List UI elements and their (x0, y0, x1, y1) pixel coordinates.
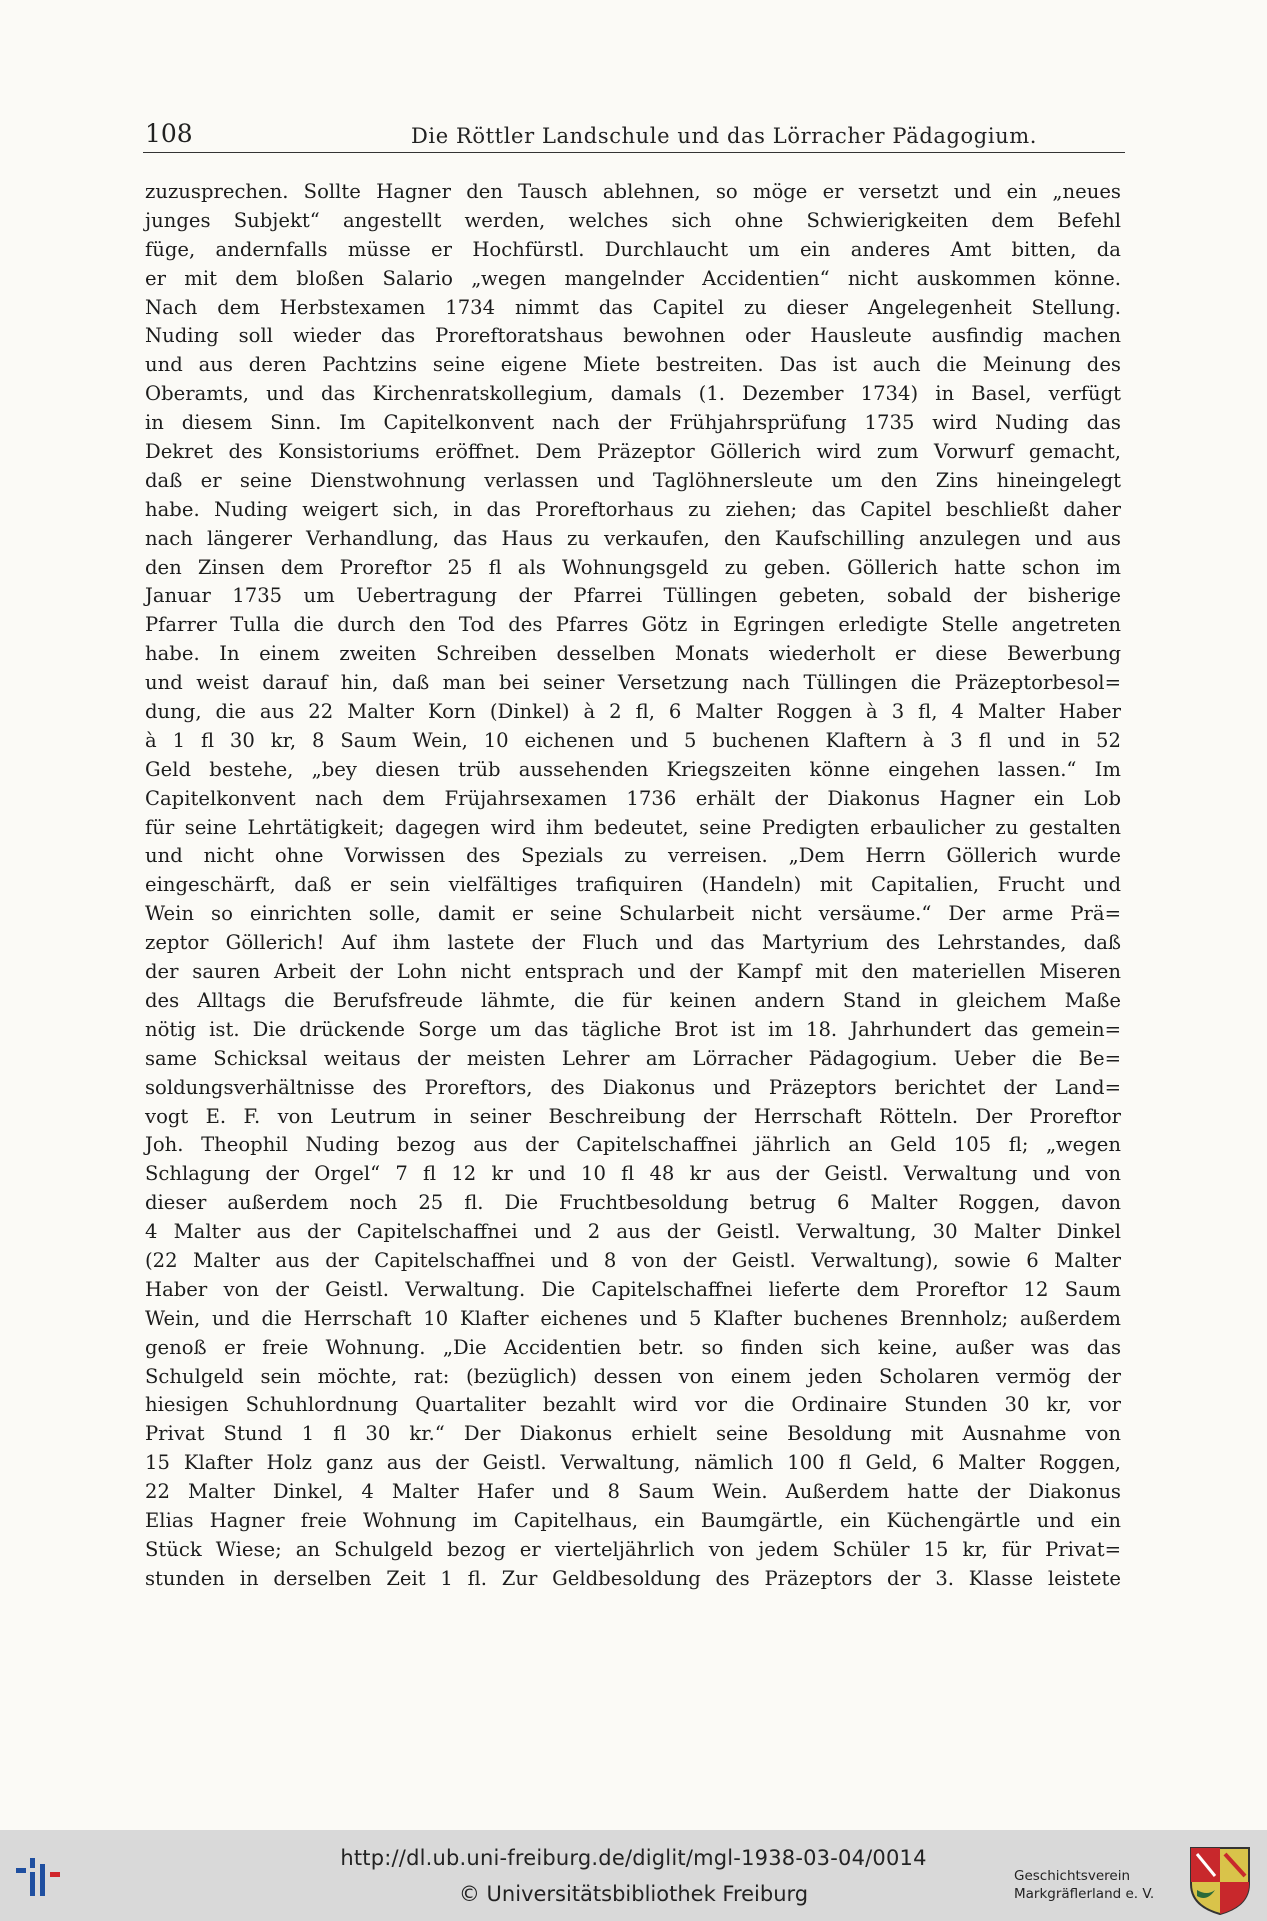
text-line: für seine Lehrtätigkeit; dagegen wird ihm bedeutet, seine Predigten erbaulicher zu gestalten (145, 815, 1121, 839)
text-line: stunden in derselben Zeit 1 fl. Zur Geldbesoldung des Präzeptors der 3. Klasse leistete (145, 1566, 1121, 1590)
text-line: Nuding soll wieder das Proreftoratshaus bewohnen oder Hausleute ausfindig machen (145, 324, 1121, 348)
text-line: den Zinsen dem Proreftor 25 fl als Wohnungsgeld zu geben. Göllerich hatte schon im (145, 555, 1121, 579)
text-line: junges Subjekt“ angestellt werden, welches sich ohne Schwierigkeiten dem Befehl (145, 208, 1121, 232)
text-line: genoß er freie Wohnung. „Die Accidentien betr. so finden sich keine, außer was das (145, 1335, 1121, 1359)
text-line: dieser außerdem noch 25 fl. Die Fruchtbesoldung betrug 6 Malter Roggen, davon (145, 1191, 1121, 1215)
text-line: Pfarrer Tulla die durch den Tod des Pfarres Götz in Egringen erledigte Stelle angetreten (145, 613, 1121, 637)
text-line: Januar 1735 um Uebertragung der Pfarrei Tüllingen gebeten, sobald der bisherige (145, 584, 1121, 608)
text-line: (22 Malter aus der Capitelschaffnei und 8 von der Geistl. Verwaltung), sowie 6 Malter (145, 1248, 1121, 1272)
text-line: Wein so einrichten solle, damit er seine Schularbeit nicht versäume.“ Der arme Prä= (145, 902, 1121, 926)
text-line: Nach dem Herbstexamen 1734 nimmt das Capitel zu dieser Angelegenheit Stellung. (145, 295, 1121, 319)
text-line: zuzusprechen. Sollte Hagner den Tausch ablehnen, so möge er versetzt und ein „neues (145, 180, 1121, 203)
footer-url[interactable]: http://dl.ub.uni-freiburg.de/diglit/mgl-1938-03-04/0014 (340, 1846, 927, 1870)
text-line: eingeschärft, daß er sein vielfältiges trafiquiren (Handeln) mit Capitalien, Frucht und (145, 873, 1121, 897)
footer-bar (0, 1830, 1267, 1921)
running-title: Die Röttler Landschule und das Lörracher Pädagogium. (410, 124, 1038, 148)
text-line: vogt E. F. von Leutrum in seiner Beschreibung der Herrschaft Rötteln. Der Proreftor (145, 1104, 1121, 1128)
society-name (1014, 1867, 1174, 1903)
text-line: zeptor Göllerich! Auf ihm lastete der Fluch und das Martyrium des Lehrstandes, daß (145, 931, 1121, 955)
text-line: 22 Malter Dinkel, 4 Malter Hafer und 8 Saum Wein. Außerdem hatte der Diakonus (145, 1480, 1121, 1504)
text-line: 15 Klafter Holz ganz aus der Geistl. Verwaltung, nämlich 100 fl Geld, 6 Malter Roggen, (145, 1451, 1121, 1475)
page-number: 108 (145, 119, 193, 148)
text-line: er mit dem bloßen Salario „wegen mangelnder Accidentien“ nicht auskommen könne. (145, 266, 1121, 290)
text-line: und nicht ohne Vorwissen des Spezials zu verreisen. „Dem Herrn Göllerich wurde (145, 844, 1121, 868)
text-line: dung, die aus 22 Malter Korn (Dinkel) à 2 fl, 6 Malter Roggen à 3 fl, 4 Malter Haber (145, 700, 1121, 724)
text-line: des Alltags die Berufsfreude lähmte, die für keinen andern Stand in gleichem Maße (145, 988, 1121, 1012)
text-line: Schlagung der Orgel“ 7 fl 12 kr und 10 fl 48 kr aus der Geistl. Verwaltung und von (145, 1162, 1121, 1186)
society-name-line2: Markgräflerland e. V. (1014, 1886, 1155, 1902)
text-line: Schulgeld sein möchte, rat: (bezüglich) dessen von einem jeden Scholaren vermög der (145, 1364, 1121, 1388)
text-line: habe. Nuding weigert sich, in das Proreftorhaus zu ziehen; das Capitel beschließt daher (145, 497, 1121, 521)
text-line: und aus deren Pachtzins seine eigene Miete bestreiten. Das ist auch die Meinung des (145, 353, 1121, 377)
society-name-line1: Geschichtsverein (1014, 1868, 1130, 1884)
text-line: Oberamts, und das Kirchenratskollegium, damals (1. Dezember 1734) in Basel, verfügt (145, 382, 1121, 406)
text-line: hiesigen Schuhlordnung Quartaliter bezahlt wird vor die Ordinaire Stunden 30 kr, vor (145, 1393, 1121, 1417)
text-line: der sauren Arbeit der Lohn nicht entsprach und der Kampf mit den materiellen Miseren (145, 960, 1121, 984)
text-line: Stück Wiese; an Schulgeld bezog er vierteljährlich von jedem Schüler 15 kr, für Privat= (145, 1537, 1121, 1561)
text-line: Dekret des Konsistoriums eröffnet. Dem Präzeptor Göllerich wird zum Vorwurf gemacht, (145, 440, 1121, 464)
text-line: 4 Malter aus der Capitelschaffnei und 2 aus der Geistl. Verwaltung, 30 Malter Dinkel (145, 1220, 1121, 1244)
text-line: und weist darauf hin, daß man bei seiner Versetzung nach Tüllingen die Präzeptorbesol= (145, 671, 1121, 695)
text-line: same Schicksal weitaus der meisten Lehrer am Lörracher Pädagogium. Ueber die Be= (145, 1046, 1121, 1070)
page-header (143, 118, 1125, 153)
text-line: Wein, und die Herrschaft 10 Klafter eichenes und 5 Klafter buchenes Brennholz; außerdem (145, 1306, 1121, 1330)
text-line: Privat Stund 1 fl 30 kr.“ Der Diakonus erhielt seine Besoldung mit Ausnahme von (145, 1422, 1121, 1446)
text-line: Joh. Theophil Nuding bezog aus der Capitelschaffnei jährlich an Geld 105 fl; „wegen (145, 1133, 1121, 1157)
text-line: nötig ist. Die drückende Sorge um das tägliche Brot ist im 18. Jahrhundert das gemein= (145, 1017, 1121, 1041)
text-line: Elias Hagner freie Wohnung im Capitelhaus, ein Baumgärtle, ein Küchengärtle und ein (145, 1508, 1121, 1532)
text-line: habe. In einem zweiten Schreiben desselben Monats wiederholt er diese Bewerbung (145, 642, 1121, 666)
text-line: daß er seine Dienstwohnung verlassen und Taglöhnersleute um den Zins hineingelegt (145, 468, 1121, 492)
text-line: Capitelkonvent nach dem Früjahrsexamen 1736 erhält der Diakonus Hagner ein Lob (145, 786, 1121, 810)
footer-copyright: © Universitätsbibliothek Freiburg (458, 1882, 809, 1906)
text-line: in diesem Sinn. Im Capitelkonvent nach der Frühjahrsprüfung 1735 wird Nuding das (145, 411, 1121, 435)
text-line: à 1 fl 30 kr, 8 Saum Wein, 10 eichenen und 5 buchenen Klaftern à 3 fl und in 52 (145, 728, 1121, 752)
body-text (145, 178, 1121, 1594)
text-line: nach längerer Verhandlung, das Haus zu verkaufen, den Kaufschilling anzulegen und aus (145, 526, 1121, 550)
text-line: Geld bestehe, „bey diesen trüb aussehenden Kriegszeiten könne eingehen lassen.“ Im (145, 757, 1121, 781)
text-line: soldungsverhältnisse des Proreftors, des Diakonus und Präzeptors berichtet der Land= (145, 1075, 1121, 1099)
text-line: Haber von der Geistl. Verwaltung. Die Capitelschaffnei lieferte dem Proreftor 12 Saum (145, 1277, 1121, 1301)
text-line: füge, andernfalls müsse er Hochfürstl. Durchlaucht um ein anderes Amt bitten, da (145, 237, 1121, 261)
coat-of-arms-icon (1187, 1844, 1253, 1916)
